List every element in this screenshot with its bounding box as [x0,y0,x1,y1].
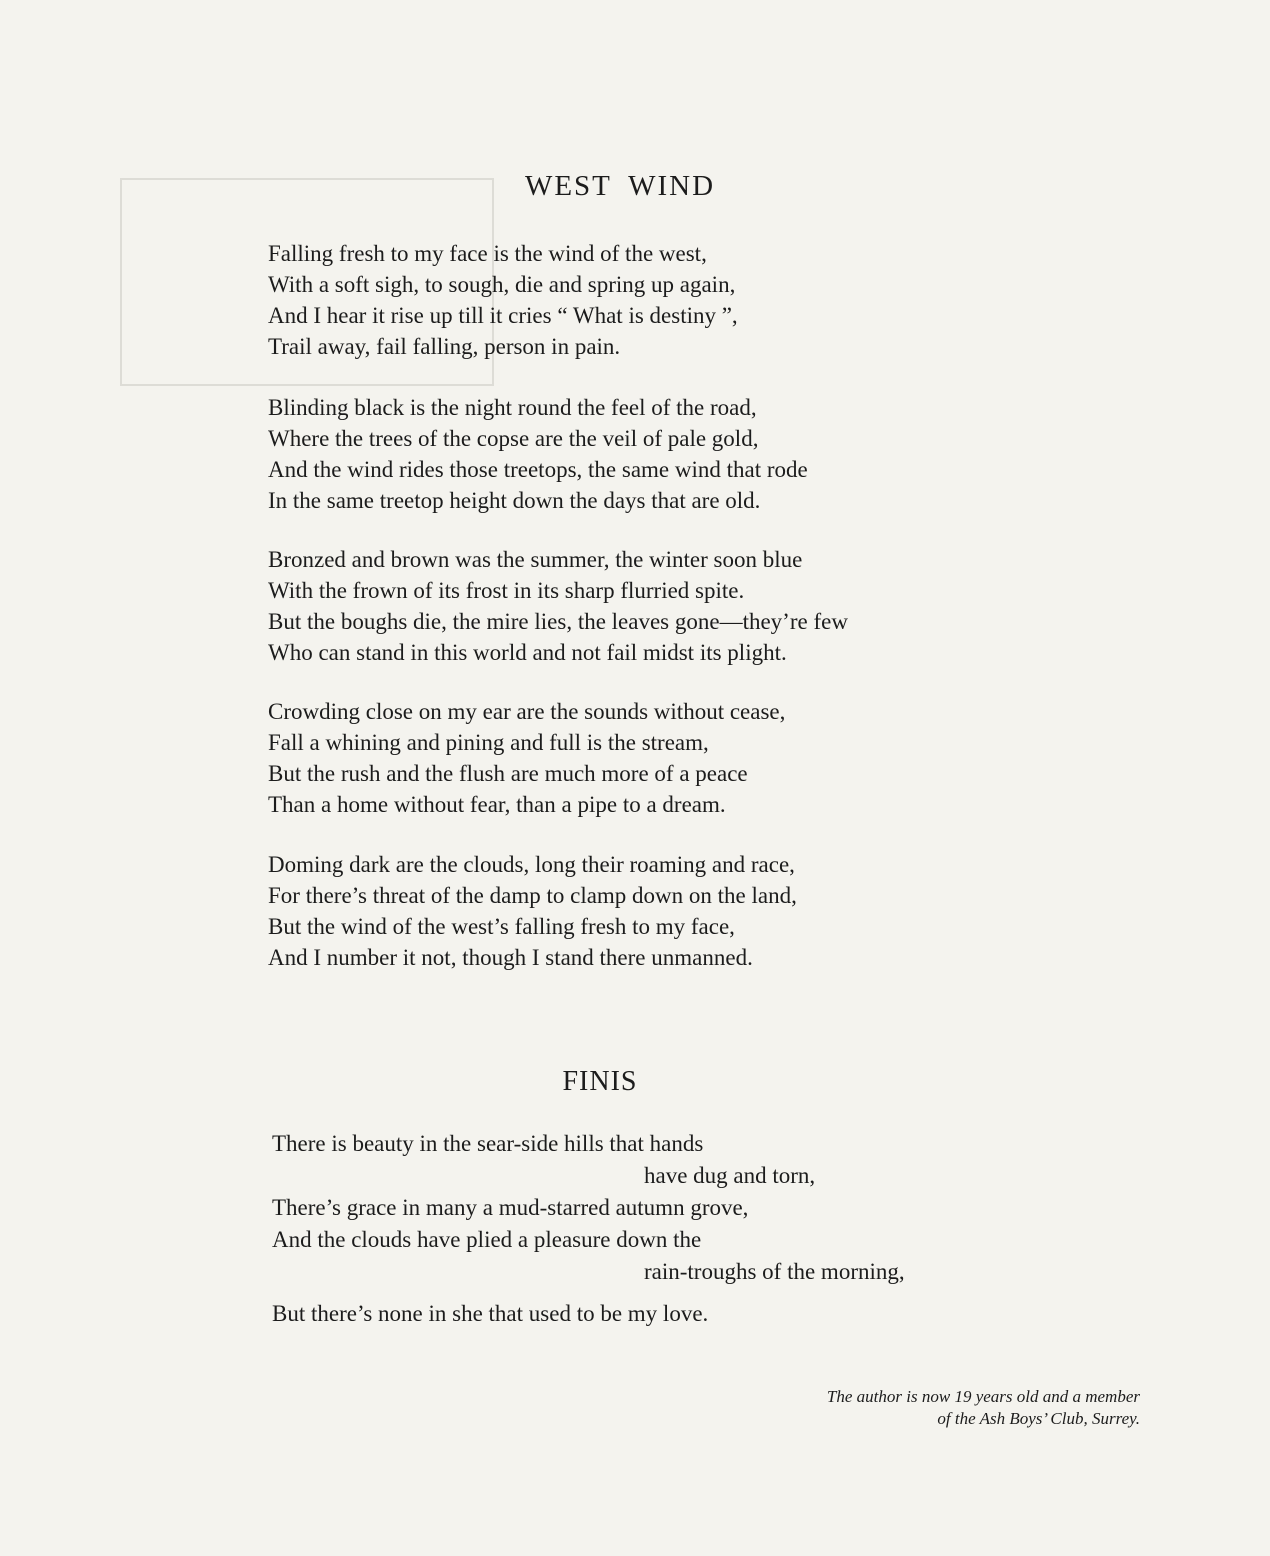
stanza-5 [268,849,1028,973]
poem-line: With the frown of its frost in its sharp flurried spite. [268,578,745,603]
poem-line: There is beauty in the sear-side hills that hands [272,1131,704,1156]
poem-title-finis: FINIS [562,1066,638,1097]
poem-line: And I hear it rise up till it cries “ What is destiny ”, [268,303,738,328]
stanza-1 [268,238,1028,362]
poem-line: And the wind rides those treetops, the same wind that rode [268,457,808,482]
finis-poem [272,1128,1032,1330]
author-note-line-2: of the Ash Boys’ Club, Surrey. [937,1409,1140,1428]
poem-line: Where the trees of the copse are the veil of pale gold, [268,426,759,451]
poem-line: But the rush and the flush are much more of a peace [268,761,748,786]
author-note-line-1: The author is now 19 years old and a member [826,1387,1140,1406]
stanza-4 [268,696,1028,820]
poem-line: There’s grace in many a mud-starred autumn grove, [272,1195,749,1220]
poem-line: In the same treetop height down the days that are old. [268,488,761,513]
poem-line: Than a home without fear, than a pipe to a dream. [268,792,726,817]
poem-line: Blinding black is the night round the feel of the road, [268,395,757,420]
line-gap [272,1288,1032,1298]
poem-line-continuation: have dug and torn, [644,1163,816,1188]
author-note [827,1386,1140,1430]
poem-line: For there’s threat of the damp to clamp down on the land, [268,883,797,908]
poem-line: Falling fresh to my face is the wind of the west, [268,241,707,266]
poem-title-west-wind: WEST WIND [524,170,716,202]
poem-line: But the boughs die, the mire lies, the leaves gone—they’re few [268,609,848,634]
poem-line: Trail away, fail falling, person in pain. [268,334,621,359]
poem-line: Bronzed and brown was the summer, the winter soon blue [268,547,803,572]
poem-line: Fall a whining and pining and full is the stream, [268,730,709,755]
poem-line: Who can stand in this world and not fail midst its plight. [268,640,787,665]
poem-line: Doming dark are the clouds, long their roaming and race, [268,852,795,877]
poem-line: And the clouds have plied a pleasure down the [272,1227,702,1252]
poem-line-continuation: rain-troughs of the morning, [644,1259,905,1284]
poem-line: But the wind of the west’s falling fresh to my face, [268,914,735,939]
poem-line: But there’s none in she that used to be my love. [272,1301,709,1326]
stanza-2 [268,392,1028,516]
stanza-3 [268,544,1028,668]
poem-line: Crowding close on my ear are the sounds without cease, [268,699,786,724]
poem-line: With a soft sigh, to sough, die and spring up again, [268,272,736,297]
poem-line: And I number it not, though I stand there unmanned. [268,945,753,970]
